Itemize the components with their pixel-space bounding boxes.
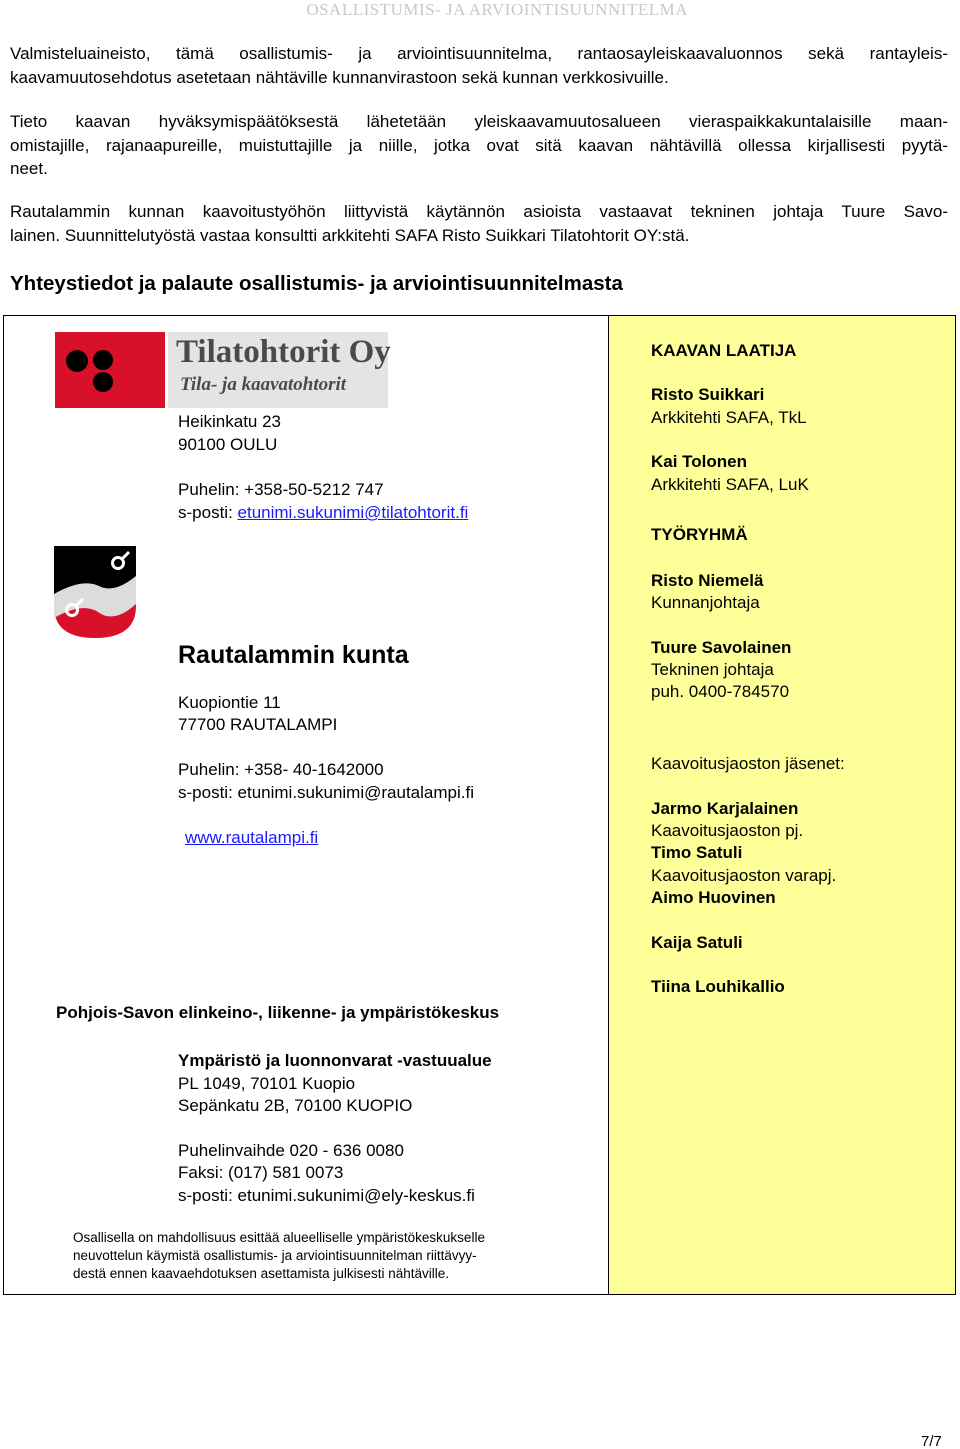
person-name: Tuure Savolainen bbox=[651, 638, 792, 657]
switchboard-text: Puhelinvaihde 020 - 636 0080 bbox=[178, 1141, 404, 1160]
tilatohtorit-logo-icon bbox=[55, 332, 165, 408]
tilatohtorit-logo bbox=[168, 332, 391, 408]
text-line: destä ennen kaavaehdotuksen asettamista julkisesti nähtäville. bbox=[73, 1266, 449, 1281]
heading-working-group: TYÖRYHMÄ bbox=[651, 525, 748, 544]
ely-unit: Ympäristö ja luonnonvarat -vastuualue bbox=[178, 1051, 492, 1070]
text-line: Rautalammin kunnan kaavoitustyöhön liittyvistä käytännön asioista vastaavat tekninen johtaja Tuure Savo- bbox=[10, 202, 948, 221]
person-title: Arkkitehti SAFA, LuK bbox=[651, 475, 809, 494]
logo-title: Tilatohtorit Oy bbox=[176, 334, 391, 370]
text-line: Osallisella on mahdollisuus esittää alueelliselle ympäristökeskukselle bbox=[73, 1230, 485, 1245]
text-line: Valmisteluaineisto, tämä osallistumis- ja arviointisuunnitelma, rantaosayleiskaavaluonnos sekä rantayleis- bbox=[10, 44, 948, 63]
municipality-name: Rautalammin kunta bbox=[178, 641, 409, 669]
person-title: Kaavoitusjaoston varapj. bbox=[651, 866, 837, 885]
email-line bbox=[178, 502, 468, 525]
heading-plan-author: KAAVAN LAATIJA bbox=[651, 341, 797, 360]
po-box: PL 1049, 70101 Kuopio bbox=[178, 1074, 356, 1093]
feedback-note bbox=[73, 1229, 563, 1283]
person-phone: puh. 0400-784570 bbox=[651, 682, 790, 701]
address-city: 90100 OULU bbox=[178, 435, 278, 454]
email-label: s-posti: bbox=[178, 503, 238, 522]
logo-subtitle: Tila- ja kaavatohtorit bbox=[180, 374, 347, 395]
person-title: Tekninen johtaja bbox=[651, 660, 774, 679]
person-title: Kunnanjohtaja bbox=[651, 593, 760, 612]
email-text: s-posti: etunimi.sukunimi@ely-keskus.fi bbox=[178, 1186, 475, 1205]
person-title: Arkkitehti SAFA, TkL bbox=[651, 408, 807, 427]
person-name: Kai Tolonen bbox=[651, 452, 748, 471]
text-line: kaavamuutosehdotus asetetaan nähtäville kunnanvirastoon sekä kunnan verkkosivuille. bbox=[10, 67, 669, 87]
person-name: Timo Satuli bbox=[651, 843, 743, 862]
person-name: Kaija Satuli bbox=[651, 933, 743, 952]
intro-paragraph-1 bbox=[10, 42, 948, 89]
section-title: Yhteystiedot ja palaute osallistumis- ja arviointisuunnitelmasta bbox=[10, 272, 623, 295]
person-name: Tiina Louhikallio bbox=[651, 977, 785, 996]
text-line: omistajille, rajanaapureille, muistuttajille ja niille, jotka ovat sitä kaavan nähtävillä ollessa kirjallisesti pyytä- bbox=[10, 135, 948, 155]
coat-of-arms-icon bbox=[54, 546, 136, 638]
ely-name: Pohjois-Savon elinkeino-, liikenne- ja ympäristökeskus bbox=[56, 1003, 500, 1022]
text-line: lainen. Suunnittelutyöstä vastaa konsultti arkkitehti SAFA Risto Suikkari Tilatohtorit OY:stä. bbox=[10, 225, 690, 245]
intro-paragraph-2 bbox=[10, 110, 948, 181]
text-line: neuvottelun käymistä osallistumis- ja arviointisuunnitelman riittävyy- bbox=[73, 1248, 477, 1263]
text-line: neet. bbox=[10, 159, 48, 178]
person-name: Aimo Huovinen bbox=[651, 888, 776, 907]
person-name: Jarmo Karjalainen bbox=[651, 799, 799, 818]
page-number: 7/7 bbox=[921, 1433, 942, 1449]
intro-paragraph-3 bbox=[10, 200, 948, 247]
person-name: Risto Suikkari bbox=[651, 385, 765, 404]
person-title: Kaavoitusjaoston pj. bbox=[651, 821, 804, 840]
person-name: Risto Niemelä bbox=[651, 571, 764, 590]
text-line: Tieto kaavan hyväksymispäätöksestä lähetetään yleiskaavamuutosalueen vieraspaikkakuntalaisille maan- bbox=[10, 112, 948, 131]
phone-text: Puhelin: +358-50-5212 747 bbox=[178, 480, 384, 499]
email-text: s-posti: etunimi.sukunimi@rautalampi.fi bbox=[178, 783, 474, 802]
address-city: 77700 RAUTALAMPI bbox=[178, 715, 338, 734]
website-link[interactable]: www.rautalampi.fi bbox=[185, 828, 319, 847]
board-heading: Kaavoitusjaoston jäsenet: bbox=[651, 754, 845, 773]
address-street: Heikinkatu 23 bbox=[178, 412, 282, 431]
phone-text: Puhelin: +358- 40-1642000 bbox=[178, 760, 384, 779]
email-link[interactable]: etunimi.sukunimi@tilatohtorit.fi bbox=[237, 503, 469, 522]
address-street: Kuopiontie 11 bbox=[178, 693, 281, 712]
address-street: Sepänkatu 2B, 70100 KUOPIO bbox=[178, 1096, 413, 1115]
fax-text: Faksi: (017) 581 0073 bbox=[178, 1163, 344, 1182]
running-header: OSALLISTUMIS- JA ARVIOINTISUUNNITELMA bbox=[306, 0, 688, 19]
